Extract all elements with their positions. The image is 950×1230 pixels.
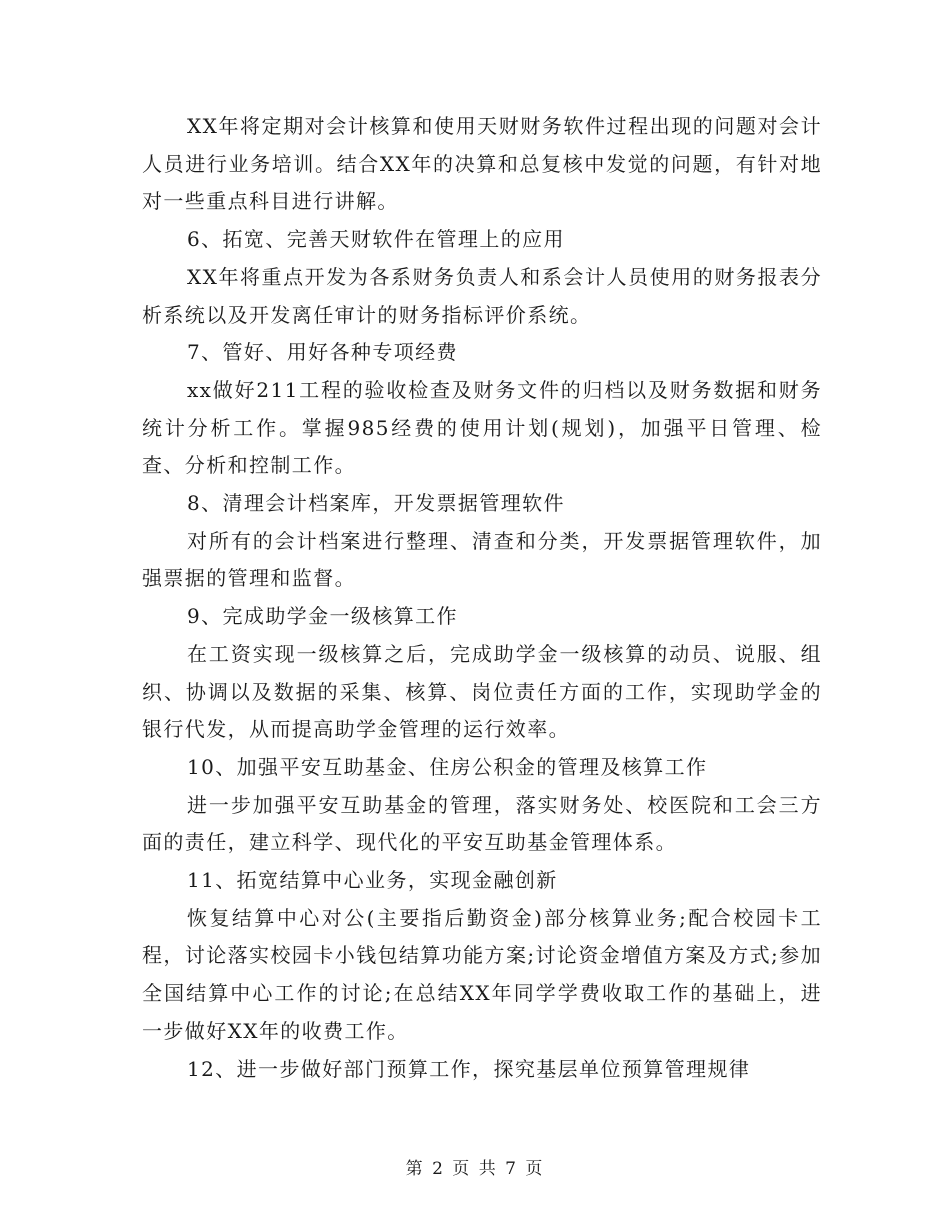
section-heading: 6、拓宽、完善天财软件在管理上的应用 [187, 227, 565, 252]
document-body [142, 108, 822, 1088]
body-paragraph: XX年将定期对会计核算和使用天财财务软件过程出现的问题对会计人员进行业务培训。结合XX年的决算和总复核中发觉的问题，有针对地对一些重点科目进行讲解。 [142, 114, 822, 214]
section-heading: 7、管好、用好各种专项经费 [187, 340, 458, 365]
section-heading: 10、加强平安互助基金、住房公积金的管理及核算工作 [187, 754, 708, 779]
body-paragraph: 对所有的会计档案进行整理、清查和分类，开发票据管理软件，加强票据的管理和监督。 [142, 528, 822, 591]
section-heading: 11、拓宽结算中心业务，实现金融创新 [187, 868, 558, 893]
body-paragraph: 在工资实现一级核算之后，完成助学金一级核算的动员、说服、组织、协调以及数据的采集、核算、岗位责任方面的工作，实现助学金的银行代发，从而提高助学金管理的运行效率。 [142, 641, 822, 742]
page-number-footer: 第 2 页 共 7 页 [405, 1159, 545, 1179]
section-heading: 8、清理会计档案库，开发票据管理软件 [187, 491, 565, 516]
section-heading: 12、进一步做好部门预算工作，探究基层单位预算管理规律 [187, 1056, 751, 1081]
section-heading: 9、完成助学金一级核算工作 [187, 604, 458, 629]
body-paragraph: 进一步加强平安互助基金的管理，落实财务处、校医院和工会三方面的责任，建立科学、现代化的平安互助基金管理体系。 [142, 792, 822, 855]
body-paragraph: XX年将重点开发为各系财务负责人和系会计人员使用的财务报表分析系统以及开发离任审计的财务指标评价系统。 [142, 264, 822, 327]
body-paragraph: xx做好211工程的验收检查及财务文件的归档以及财务数据和财务统计分析工作。掌握985经费的使用计划(规划)，加强平日管理、检查、分析和控制工作。 [142, 377, 822, 478]
body-paragraph: 恢复结算中心对公(主要指后勤资金)部分核算业务;配合校园卡工程，讨论落实校园卡小钱包结算功能方案;讨论资金增值方案及方式;参加全国结算中心工作的讨论;在总结XX年同学学费收取工作的基础上，进一步做好XX年的收费工作。 [142, 905, 822, 1043]
